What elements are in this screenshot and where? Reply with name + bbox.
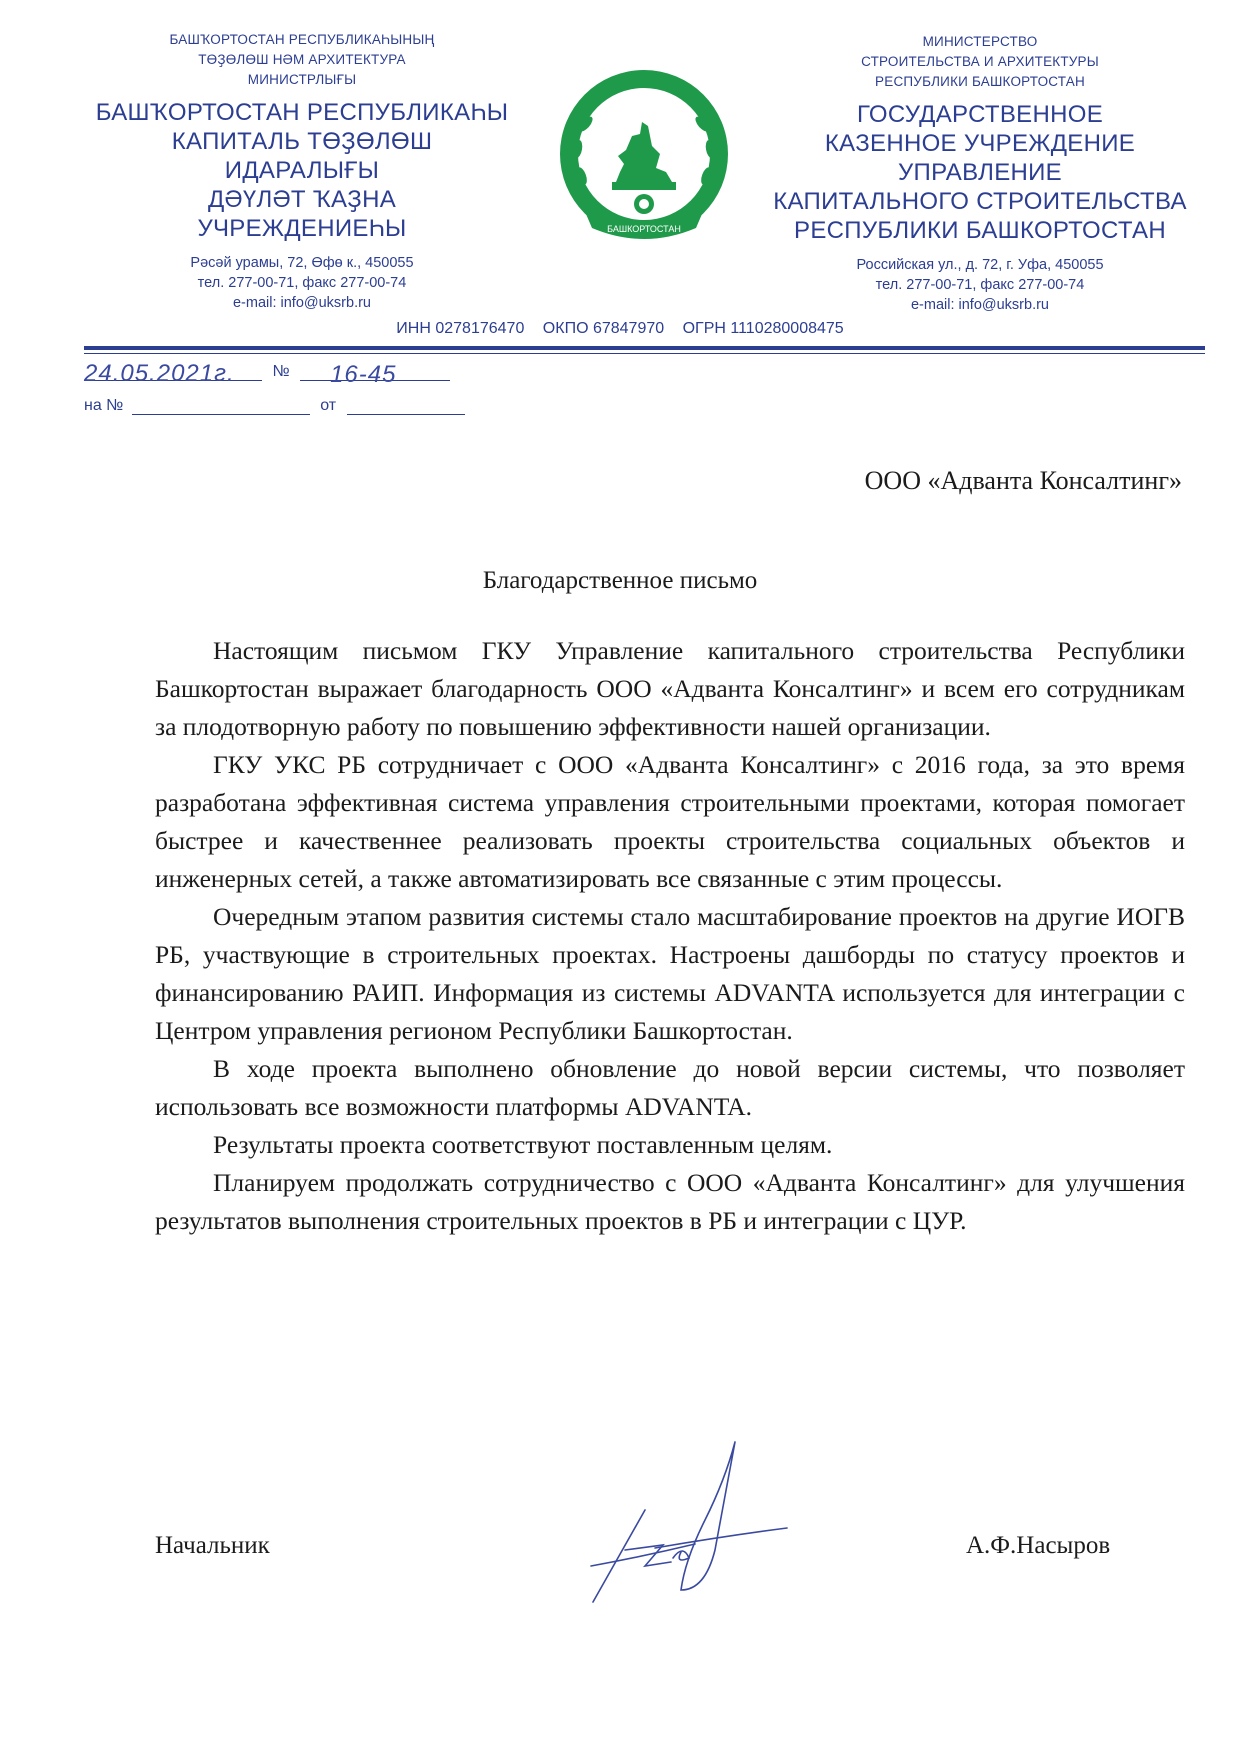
reference-date-blank	[347, 394, 465, 415]
paragraph: Настоящим письмом ГКУ Управление капитального строительства Республики Башкортостан выражает благодарность ООО «Адванта Консалтинг» и всем его сотрудникам за плодотворную работу по повышению эффективности нашей организации.	[155, 636, 1185, 741]
coat-of-arms-icon	[556, 64, 732, 246]
header-line: БАШҠОРТОСТАН РЕСПУБЛИКАҺЫ	[95, 99, 509, 126]
ministry-name-bashkir	[82, 30, 522, 90]
emblem-ribbon-text: БАШКОРТОСТАН	[607, 224, 681, 234]
header-line: ДӘҮЛӘТ ҠАҘНА	[207, 186, 397, 213]
address-line: Российская ул., д. 72, г. Уфа, 450055	[856, 257, 1104, 273]
registration-codes	[0, 320, 1240, 338]
header-divider-thin	[84, 353, 1205, 354]
outgoing-date: 24.05.2021г.	[84, 360, 262, 381]
signatory-role: Начальник	[155, 1532, 270, 1559]
header-line: ГОСУДАРСТВЕННОЕ	[856, 101, 1104, 128]
number-label: №	[272, 363, 290, 380]
header-divider	[84, 346, 1205, 350]
header-line: КАЗЕННОЕ УЧРЕЖДЕНИЕ	[824, 130, 1136, 157]
header-line: СТРОИТЕЛЬСТВА И АРХИТЕКТУРЫ	[861, 54, 1099, 69]
header-line: МИНИСТРЛЫҒЫ	[247, 72, 357, 87]
handwritten-signature	[585, 1440, 795, 1610]
header-line: РЕСПУБЛИКИ БАШКОРТОСТАН	[794, 217, 1166, 244]
outgoing-number: 16-45	[300, 361, 450, 381]
letter-title: Благодарственное письмо	[482, 567, 758, 594]
paragraph: ГКУ УКС РБ сотрудничает с ООО «Адванта Консалтинг» с 2016 года, за это время разработана эффективная система управления строительными проектами, которая помогает быстрее и качественнее реализовать проекты строительства социальных объектов и инженерных сетей, а также автоматизировать все связанные с этим процессы.	[155, 750, 1185, 893]
addressee: ООО «Адванта Консалтинг»	[864, 466, 1182, 495]
header-line: ТӨҘӨЛӨШ HӘМ АРХИТЕКТУРА	[198, 52, 406, 67]
letterhead-left	[82, 30, 522, 313]
paragraph: Очередным этапом развития системы стало масштабирование проектов на другие ИОГВ РБ, участвующие в строительных проектах. Настроены дашборды по статусу проектов и финансированию РАИП. Информация из системы ADVANTA используется для интеграции с Центром управления регионом Республики Башкортостан.	[155, 902, 1185, 1045]
reference-number-blank	[132, 394, 310, 415]
phone-line: тел. 277-00-71, факс 277-00-74	[875, 277, 1085, 293]
ministry-name-russian	[745, 32, 1215, 92]
letter-body	[155, 632, 1185, 1240]
signatory-name: А.Ф.Насыров	[966, 1532, 1111, 1559]
paragraph: Планируем продолжать сотрудничество с ООО «Адванта Консалтинг» для улучшения результатов выполнения строительных проектов в РБ и интеграции с ЦУР.	[155, 1168, 1185, 1235]
contacts-bashkir	[82, 253, 522, 313]
ogrn-code: ОГРН 1110280008475	[682, 320, 844, 337]
header-line: КАПИТАЛЬНОГО СТРОИТЕЛЬСТВА	[773, 188, 1187, 215]
header-line: МИНИСТЕРСТВО	[922, 34, 1038, 49]
okpo-code: ОКПО 67847970	[542, 320, 665, 337]
reference-date-label: от	[320, 397, 337, 414]
paragraph: Результаты проекта соответствуют поставленным целям.	[213, 1130, 833, 1159]
header-line: ИДАРАЛЫҒЫ	[224, 157, 380, 184]
address-line: Рәсәй урамы, 72, Өфө к., 450055	[190, 255, 414, 271]
contacts-russian	[745, 255, 1215, 315]
reference-label: на №	[84, 397, 124, 414]
phone-line: тел. 277-00-71, факс 277-00-74	[197, 275, 407, 291]
header-line: УПРАВЛЕНИЕ	[898, 159, 1062, 186]
header-line: УЧРЕЖДЕНИЕҺЫ	[197, 215, 407, 242]
letterhead-right	[745, 32, 1215, 315]
institution-name-bashkir	[82, 98, 522, 243]
paragraph: В ходе проекта выполнено обновление до новой версии системы, что позволяет использовать все возможности платформы ADVANTA.	[155, 1054, 1185, 1121]
institution-name-russian	[745, 100, 1215, 245]
header-line: БАШҠОРТОСТАН РЕСПУБЛИКАҺЫНЫҢ	[169, 32, 435, 47]
outgoing-reference	[84, 360, 504, 415]
email-line: e-mail: info@uksrb.ru	[232, 295, 371, 311]
header-line: КАПИТАЛЬ ТӨҘӨЛӨШ	[171, 128, 433, 155]
header-line: РЕСПУБЛИКИ БАШКОРТОСТАН	[875, 74, 1085, 89]
email-line: e-mail: info@uksrb.ru	[910, 297, 1049, 313]
inn-code: ИНН 0278176470	[396, 320, 525, 337]
